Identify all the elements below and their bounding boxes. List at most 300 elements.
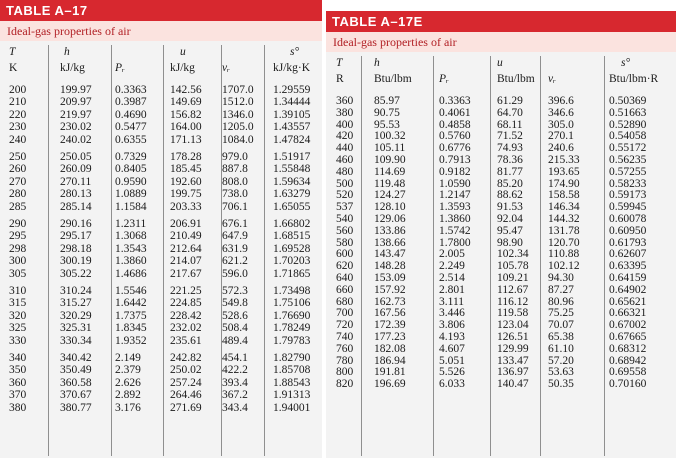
cell-temperature: 305 [9, 267, 27, 280]
cell-internal-energy: 199.75 [170, 188, 202, 201]
cell-internal-energy: 81.77 [497, 165, 523, 178]
cell-temperature: 280 [9, 188, 27, 201]
column-unit-temperature: K [9, 62, 18, 74]
cell-enthalpy: 280.13 [60, 188, 92, 201]
cell-internal-energy: 264.46 [170, 389, 202, 402]
table-row [0, 152, 322, 162]
cell-internal-energy: 242.82 [170, 352, 202, 364]
cell-relative-pressure: 2.514 [439, 272, 465, 284]
cell-relative-pressure: 2.379 [115, 364, 141, 377]
cell-temperature: 700 [336, 307, 354, 320]
cell-relative-pressure: 1.9352 [115, 334, 147, 347]
table-row [326, 238, 676, 248]
column-unit-entropy: kJ/kg·K [273, 62, 311, 74]
cell-entropy: 1.76690 [273, 309, 311, 322]
cell-enthalpy: 330.34 [60, 334, 92, 347]
table-row [0, 164, 322, 174]
cell-entropy: 0.54058 [609, 130, 647, 143]
column-unit-relative-volume: vᵣ [548, 73, 556, 85]
cell-internal-energy: 109.21 [497, 272, 529, 284]
cell-temperature: 240 [9, 133, 27, 146]
cell-entropy: 0.62607 [609, 248, 647, 261]
cell-internal-energy: 95.47 [497, 224, 523, 237]
cell-temperature: 360 [9, 376, 27, 389]
cell-entropy: 1.47824 [273, 133, 311, 146]
cell-internal-energy: 232.02 [170, 322, 202, 335]
cell-relative-volume: 367.2 [222, 389, 248, 402]
table-row [0, 311, 322, 321]
cell-relative-pressure: 1.2147 [439, 189, 471, 202]
cell-entropy: 0.59945 [609, 201, 647, 214]
cell-entropy: 1.78249 [273, 322, 311, 335]
cell-internal-energy: 212.64 [170, 242, 202, 255]
column-symbol-temperature: T [336, 57, 343, 69]
cell-internal-energy: 85.20 [497, 177, 523, 190]
table-title: TABLE A–17 [0, 0, 322, 21]
cell-entropy: 0.64159 [609, 272, 647, 284]
cell-relative-pressure: 1.8345 [115, 322, 147, 335]
cell-internal-energy: 102.34 [497, 248, 529, 261]
table-row [0, 135, 322, 145]
cell-enthalpy: 128.10 [374, 201, 406, 214]
cell-enthalpy: 85.97 [374, 95, 400, 107]
cell-enthalpy: 350.49 [60, 364, 92, 377]
table-row [326, 285, 676, 295]
cell-entropy: 1.82790 [273, 352, 311, 364]
cell-internal-energy: 116.12 [497, 295, 529, 308]
cell-relative-pressure: 0.4858 [439, 118, 471, 131]
table-row [326, 167, 676, 177]
table-title: TABLE A–17E [326, 11, 676, 32]
table-row [0, 378, 322, 388]
cell-internal-energy: 192.60 [170, 175, 202, 188]
cell-internal-energy: 71.52 [497, 130, 523, 143]
cell-entropy: 1.75106 [273, 297, 311, 310]
cell-relative-pressure: 2.249 [439, 260, 465, 273]
cell-enthalpy: 300.19 [60, 255, 92, 268]
cell-enthalpy: 380.77 [60, 401, 92, 414]
cell-entropy: 0.68942 [609, 354, 647, 367]
cell-temperature: 285 [9, 200, 27, 213]
table-row [0, 353, 322, 363]
table-row [326, 214, 676, 224]
cell-relative-volume: 110.88 [548, 248, 580, 261]
column-symbol-entropy: s° [621, 57, 631, 69]
cell-enthalpy: 370.67 [60, 389, 92, 402]
cell-internal-energy: 185.45 [170, 163, 202, 176]
cell-relative-pressure: 0.4690 [115, 108, 147, 121]
cell-enthalpy: 290.16 [60, 218, 92, 230]
column-symbol-enthalpy: h [374, 57, 380, 69]
cell-enthalpy: 295.17 [60, 230, 92, 243]
cell-relative-volume: 1707.0 [222, 84, 254, 96]
cell-temperature: 520 [336, 189, 354, 202]
cell-enthalpy: 95.53 [374, 118, 400, 131]
cell-relative-volume: 808.0 [222, 175, 248, 188]
cell-enthalpy: 191.81 [374, 366, 406, 379]
cell-relative-pressure: 3.176 [115, 401, 141, 414]
cell-entropy: 1.29559 [273, 84, 311, 96]
cell-relative-pressure: 1.6442 [115, 297, 147, 310]
cell-relative-pressure: 1.1584 [115, 200, 147, 213]
cell-enthalpy: 90.75 [374, 106, 400, 119]
cell-internal-energy: 214.07 [170, 255, 202, 268]
cell-internal-energy: 228.42 [170, 309, 202, 322]
cell-relative-pressure: 0.3987 [115, 96, 147, 109]
cell-internal-energy: 210.49 [170, 230, 202, 243]
cell-temperature: 315 [9, 297, 27, 310]
cell-temperature: 230 [9, 121, 27, 134]
cell-entropy: 0.65621 [609, 295, 647, 308]
cell-relative-pressure: 1.0590 [439, 177, 471, 190]
cell-relative-pressure: 2.005 [439, 248, 465, 261]
cell-relative-pressure: 0.8405 [115, 163, 147, 176]
cell-enthalpy: 177.23 [374, 331, 406, 343]
cell-temperature: 400 [336, 118, 354, 131]
cell-relative-pressure: 1.3068 [115, 230, 147, 243]
cell-entropy: 1.91313 [273, 389, 311, 402]
table-row [0, 323, 322, 333]
cell-internal-energy: 140.47 [497, 378, 529, 391]
cell-enthalpy: 310.24 [60, 285, 92, 297]
column-unit-relative-pressure: Pᵣ [115, 62, 125, 74]
cell-relative-pressure: 1.3543 [115, 242, 147, 255]
cell-relative-volume: 240.6 [548, 142, 574, 155]
table-row [326, 120, 676, 130]
cell-internal-energy: 88.62 [497, 189, 523, 202]
cell-enthalpy: 182.08 [374, 342, 406, 355]
cell-temperature: 200 [9, 84, 27, 96]
cell-entropy: 1.71865 [273, 267, 311, 280]
cell-relative-volume: 887.8 [222, 163, 248, 176]
cell-relative-pressure: 0.5477 [115, 121, 147, 134]
table-row [0, 189, 322, 199]
table-body [326, 52, 676, 458]
cell-temperature: 537 [336, 201, 354, 214]
table-row [326, 190, 676, 200]
cell-relative-pressure: 1.5742 [439, 224, 471, 237]
cell-entropy: 0.61793 [609, 236, 647, 249]
cell-internal-energy: 74.93 [497, 142, 523, 155]
cell-entropy: 1.85708 [273, 364, 311, 377]
cell-relative-volume: 489.4 [222, 334, 248, 347]
cell-enthalpy: 320.29 [60, 309, 92, 322]
cell-temperature: 360 [336, 95, 354, 107]
cell-relative-volume: 144.32 [548, 213, 580, 225]
table-row [326, 367, 676, 377]
cell-entropy: 0.69558 [609, 366, 647, 379]
cell-entropy: 1.70203 [273, 255, 311, 268]
cell-enthalpy: 162.73 [374, 295, 406, 308]
cell-enthalpy: 105.11 [374, 142, 406, 155]
cell-temperature: 600 [336, 248, 354, 261]
cell-relative-pressure: 3.111 [439, 295, 465, 308]
cell-relative-volume: 1346.0 [222, 108, 254, 121]
table-row [326, 179, 676, 189]
cell-internal-energy: 142.56 [170, 84, 202, 96]
cell-temperature: 380 [9, 401, 27, 414]
cell-internal-energy: 78.36 [497, 154, 523, 166]
cell-relative-volume: 94.30 [548, 272, 574, 284]
cell-enthalpy: 219.97 [60, 108, 92, 121]
cell-relative-volume: 621.2 [222, 255, 248, 268]
cell-relative-volume: 676.1 [222, 218, 248, 230]
cell-internal-energy: 171.13 [170, 133, 202, 146]
cell-internal-energy: 136.97 [497, 366, 529, 379]
cell-entropy: 1.79783 [273, 334, 311, 347]
cell-relative-pressure: 1.3593 [439, 201, 471, 214]
cell-relative-pressure: 3.446 [439, 307, 465, 320]
table-row [0, 256, 322, 266]
cell-relative-volume: 1512.0 [222, 96, 254, 109]
cell-relative-pressure: 1.3860 [439, 213, 471, 225]
cell-entropy: 0.52890 [609, 118, 647, 131]
column-unit-temperature: R [336, 73, 344, 85]
cell-entropy: 0.63395 [609, 260, 647, 273]
table-a17e [326, 0, 676, 458]
table-row [326, 143, 676, 153]
cell-temperature: 580 [336, 236, 354, 249]
cell-enthalpy: 209.97 [60, 96, 92, 109]
cell-relative-volume: 396.6 [548, 95, 574, 107]
cell-temperature: 298 [9, 242, 27, 255]
cell-temperature: 325 [9, 322, 27, 335]
cell-entropy: 0.60078 [609, 213, 647, 225]
table-row [0, 244, 322, 254]
cell-temperature: 350 [9, 364, 27, 377]
cell-relative-volume: 80.96 [548, 295, 574, 308]
cell-relative-volume: 75.25 [548, 307, 574, 320]
cell-relative-pressure: 2.892 [115, 389, 141, 402]
cell-relative-volume: 61.10 [548, 342, 574, 355]
cell-temperature: 260 [9, 163, 27, 176]
cell-relative-pressure: 1.5546 [115, 285, 147, 297]
table-row [326, 131, 676, 141]
cell-relative-volume: 57.20 [548, 354, 574, 367]
cell-relative-pressure: 1.2311 [115, 218, 147, 230]
cell-enthalpy: 119.48 [374, 177, 406, 190]
cell-internal-energy: 206.91 [170, 218, 202, 230]
cell-entropy: 1.73498 [273, 285, 311, 297]
cell-temperature: 320 [9, 309, 27, 322]
table-row [0, 85, 322, 95]
cell-enthalpy: 250.05 [60, 151, 92, 163]
cell-internal-energy: 61.29 [497, 95, 523, 107]
cell-entropy: 0.70160 [609, 378, 647, 391]
column-unit-relative-volume: vᵣ [222, 62, 230, 74]
cell-relative-volume: 120.70 [548, 236, 580, 249]
cell-relative-pressure: 0.3363 [115, 84, 147, 96]
cell-entropy: 0.59173 [609, 189, 647, 202]
table-row [0, 286, 322, 296]
cell-entropy: 0.66321 [609, 307, 647, 320]
column-unit-entropy: Btu/lbm·R [609, 73, 659, 85]
column-symbol-internal-energy: u [497, 57, 503, 69]
cell-relative-volume: 508.4 [222, 322, 248, 335]
table-row [326, 297, 676, 307]
cell-internal-energy: 164.00 [170, 121, 202, 134]
cell-entropy: 1.34444 [273, 96, 311, 109]
cell-relative-volume: 422.2 [222, 364, 248, 377]
cell-temperature: 300 [9, 255, 27, 268]
table-a17 [0, 0, 322, 458]
table-row [326, 379, 676, 389]
cell-entropy: 0.67002 [609, 319, 647, 332]
table-row [326, 308, 676, 318]
cell-relative-pressure: 0.6776 [439, 142, 471, 155]
cell-relative-volume: 87.27 [548, 283, 574, 296]
cell-enthalpy: 360.58 [60, 376, 92, 389]
cell-relative-volume: 596.0 [222, 267, 248, 280]
column-symbol-enthalpy: h [64, 46, 70, 58]
cell-temperature: 640 [336, 272, 354, 284]
table-row [326, 261, 676, 271]
cell-relative-pressure: 0.5760 [439, 130, 471, 143]
cell-temperature: 420 [336, 130, 354, 143]
table-row [326, 96, 676, 106]
cell-internal-energy: 129.99 [497, 342, 529, 355]
cell-temperature: 310 [9, 285, 27, 297]
cell-enthalpy: 114.69 [374, 165, 406, 178]
cell-enthalpy: 270.11 [60, 175, 92, 188]
cell-enthalpy: 186.94 [374, 354, 406, 367]
cell-relative-volume: 53.63 [548, 366, 574, 379]
cell-enthalpy: 148.28 [374, 260, 406, 273]
cell-enthalpy: 325.31 [60, 322, 92, 335]
table-row [326, 273, 676, 283]
table-body [0, 41, 322, 458]
cell-relative-volume: 131.78 [548, 224, 580, 237]
table-row [326, 344, 676, 354]
cell-temperature: 540 [336, 213, 354, 225]
cell-entropy: 1.63279 [273, 188, 311, 201]
cell-enthalpy: 285.14 [60, 200, 92, 213]
cell-enthalpy: 100.32 [374, 130, 406, 143]
cell-entropy: 1.66802 [273, 218, 311, 230]
cell-relative-volume: 65.38 [548, 331, 574, 343]
cell-entropy: 1.68515 [273, 230, 311, 243]
cell-internal-energy: 119.58 [497, 307, 529, 320]
cell-entropy: 0.51663 [609, 106, 647, 119]
cell-relative-volume: 1084.0 [222, 133, 254, 146]
cell-enthalpy: 138.66 [374, 236, 406, 249]
cell-temperature: 480 [336, 165, 354, 178]
column-unit-enthalpy: Btu/lbm [374, 73, 412, 85]
table-row [0, 390, 322, 400]
cell-relative-volume: 454.1 [222, 352, 248, 364]
cell-relative-pressure: 2.149 [115, 352, 141, 364]
cell-entropy: 1.51917 [273, 151, 311, 163]
cell-internal-energy: 133.47 [497, 354, 529, 367]
cell-relative-volume: 528.6 [222, 309, 248, 322]
cell-internal-energy: 126.51 [497, 331, 529, 343]
cell-temperature: 290 [9, 218, 27, 230]
cell-relative-volume: 174.90 [548, 177, 580, 190]
table-row [326, 249, 676, 259]
cell-relative-pressure: 0.9182 [439, 165, 471, 178]
cell-enthalpy: 157.92 [374, 283, 406, 296]
table-row [0, 177, 322, 187]
cell-internal-energy: 92.04 [497, 213, 523, 225]
table-row [326, 356, 676, 366]
cell-relative-pressure: 1.7800 [439, 236, 471, 249]
cell-internal-energy: 98.90 [497, 236, 523, 249]
table-row [0, 403, 322, 413]
cell-enthalpy: 199.97 [60, 84, 92, 96]
column-unit-internal-energy: kJ/kg [170, 62, 195, 74]
cell-internal-energy: 235.61 [170, 334, 202, 347]
cell-relative-volume: 1205.0 [222, 121, 254, 134]
table-row [0, 110, 322, 120]
cell-relative-volume: 193.65 [548, 165, 580, 178]
cell-enthalpy: 196.69 [374, 378, 406, 391]
cell-internal-energy: 250.02 [170, 364, 202, 377]
column-unit-internal-energy: Btu/lbm [497, 73, 535, 85]
cell-internal-energy: 203.33 [170, 200, 202, 213]
cell-entropy: 0.56235 [609, 154, 647, 166]
cell-relative-pressure: 4.607 [439, 342, 465, 355]
cell-entropy: 1.88543 [273, 376, 311, 389]
cell-temperature: 210 [9, 96, 27, 109]
cell-entropy: 0.60950 [609, 224, 647, 237]
cell-internal-energy: 217.67 [170, 267, 202, 280]
cell-relative-pressure: 0.7329 [115, 151, 147, 163]
cell-temperature: 220 [9, 108, 27, 121]
cell-relative-volume: 343.4 [222, 401, 248, 414]
cell-temperature: 780 [336, 354, 354, 367]
cell-relative-volume: 738.0 [222, 188, 248, 201]
cell-relative-pressure: 1.0889 [115, 188, 147, 201]
cell-enthalpy: 298.18 [60, 242, 92, 255]
cell-internal-energy: 224.85 [170, 297, 202, 310]
cell-entropy: 0.55172 [609, 142, 647, 155]
table-row [0, 97, 322, 107]
cell-enthalpy: 260.09 [60, 163, 92, 176]
table-row [0, 336, 322, 346]
cell-internal-energy: 149.69 [170, 96, 202, 109]
column-unit-relative-pressure: Pᵣ [439, 73, 449, 85]
column-symbol-entropy: s° [290, 46, 300, 58]
cell-relative-volume: 50.35 [548, 378, 574, 391]
table-row [0, 202, 322, 212]
cell-entropy: 0.57255 [609, 165, 647, 178]
table-row [0, 122, 322, 132]
table-subtitle: Ideal-gas properties of air [326, 32, 676, 52]
cell-entropy: 1.55848 [273, 163, 311, 176]
cell-internal-energy: 257.24 [170, 376, 202, 389]
cell-relative-volume: 647.9 [222, 230, 248, 243]
table-row [326, 332, 676, 342]
cell-enthalpy: 143.47 [374, 248, 406, 261]
cell-temperature: 660 [336, 283, 354, 296]
cell-relative-volume: 346.6 [548, 106, 574, 119]
cell-relative-volume: 631.9 [222, 242, 248, 255]
cell-internal-energy: 64.70 [497, 106, 523, 119]
cell-enthalpy: 129.06 [374, 213, 406, 225]
cell-entropy: 1.59634 [273, 175, 311, 188]
table-row [0, 231, 322, 241]
cell-entropy: 1.39105 [273, 108, 311, 121]
cell-temperature: 340 [9, 352, 27, 364]
cell-entropy: 0.64902 [609, 283, 647, 296]
cell-temperature: 740 [336, 331, 354, 343]
table-row [0, 269, 322, 279]
cell-relative-volume: 70.07 [548, 319, 574, 332]
cell-internal-energy: 105.78 [497, 260, 529, 273]
table-row [326, 202, 676, 212]
table-row [326, 226, 676, 236]
cell-temperature: 370 [9, 389, 27, 402]
